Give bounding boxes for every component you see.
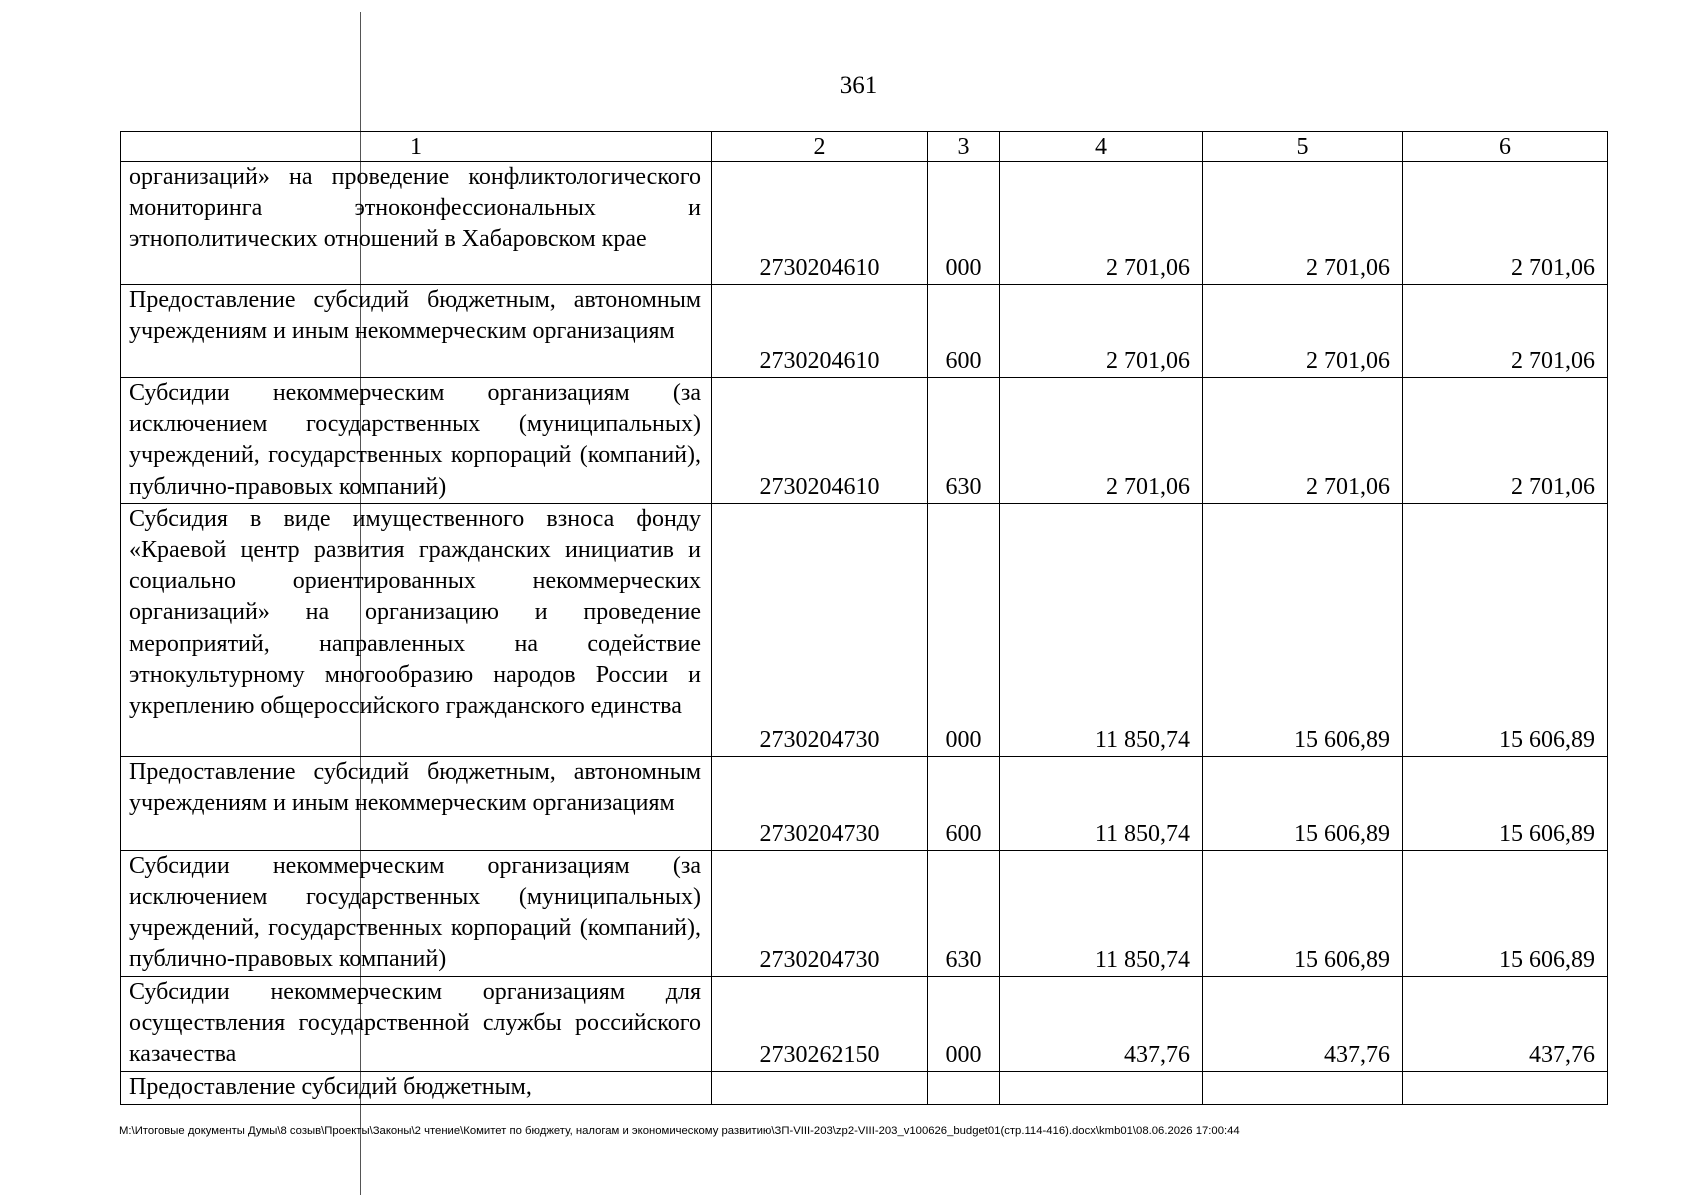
- table-row: [121, 976, 1608, 1071]
- column-header-3: 3: [928, 132, 1000, 162]
- document-path-footer: M:\Итоговые документы Думы\8 созыв\Проекты\Законы\2 чтение\Комитет по бюджету, налогам и экономическому развитию\ЗП-VIII-203\zp2-VIII-203_v100626_budget01(стр.114-416).docx\kmb01\08.06.2026 17:00:44: [119, 1125, 1240, 1137]
- row-type: 000: [928, 976, 1000, 1071]
- row-code: 2730204730: [712, 756, 928, 850]
- row-type: 600: [928, 285, 1000, 378]
- table-header-row: [121, 132, 1608, 162]
- column-header-5: 5: [1203, 132, 1403, 162]
- row-value-4: 437,76: [1000, 976, 1203, 1071]
- row-type: 000: [928, 503, 1000, 756]
- column-header-4: 4: [1000, 132, 1203, 162]
- table-row: [121, 1071, 1608, 1104]
- row-code: 2730204610: [712, 378, 928, 504]
- row-value-6: 437,76: [1403, 976, 1608, 1071]
- row-value-6: 2 701,06: [1403, 378, 1608, 504]
- row-description: Субсидии некоммерческим организациям для осуществления государственной службы российского казачества: [121, 976, 712, 1071]
- row-value-4: 2 701,06: [1000, 378, 1203, 504]
- row-type: 630: [928, 378, 1000, 504]
- row-value-4: 11 850,74: [1000, 850, 1203, 976]
- row-type: [928, 1071, 1000, 1104]
- row-value-4: 11 850,74: [1000, 756, 1203, 850]
- row-value-5: 2 701,06: [1203, 162, 1403, 285]
- row-description: Субсидия в виде имущественного взноса фонду «Краевой центр развития гражданских инициатив и социально ориентированных некоммерческих организаций» на организацию и проведение мероприятий, направленных на содействие этнокультурному многообразию народов России и укреплению общероссийского гражданского единства: [121, 503, 712, 756]
- row-value-5: 15 606,89: [1203, 756, 1403, 850]
- row-type: 630: [928, 850, 1000, 976]
- row-code: 2730204730: [712, 503, 928, 756]
- row-code: 2730204610: [712, 285, 928, 378]
- row-type: 000: [928, 162, 1000, 285]
- row-value-6: 15 606,89: [1403, 850, 1608, 976]
- page-number-text: 361: [839, 72, 878, 99]
- row-code: [712, 1071, 928, 1104]
- row-value-5: 15 606,89: [1203, 503, 1403, 756]
- budget-table: [120, 131, 1608, 1105]
- table-row: [121, 378, 1608, 504]
- table-row: [121, 756, 1608, 850]
- row-value-6: [1403, 1071, 1608, 1104]
- row-value-6: 15 606,89: [1403, 503, 1608, 756]
- table-row: [121, 285, 1608, 378]
- row-code: 2730204730: [712, 850, 928, 976]
- row-value-5: 437,76: [1203, 976, 1403, 1071]
- row-description: Предоставление субсидий бюджетным, автономным учреждениям и иным некоммерческим организациям: [121, 756, 712, 850]
- row-type: 600: [928, 756, 1000, 850]
- table-row: [121, 850, 1608, 976]
- row-value-6: 2 701,06: [1403, 162, 1608, 285]
- column-header-1: 1: [121, 132, 712, 162]
- row-code: 2730204610: [712, 162, 928, 285]
- row-description: организаций» на проведение конфликтологического мониторинга этноконфессиональных и этнополитических отношений в Хабаровском крае: [121, 162, 712, 285]
- row-description: Предоставление субсидий бюджетным,: [121, 1071, 712, 1104]
- row-value-4: 2 701,06: [1000, 162, 1203, 285]
- row-value-5: 2 701,06: [1203, 285, 1403, 378]
- row-description: Предоставление субсидий бюджетным, автономным учреждениям и иным некоммерческим организациям: [121, 285, 712, 378]
- row-value-4: [1000, 1071, 1203, 1104]
- column-header-6: 6: [1403, 132, 1608, 162]
- row-code: 2730262150: [712, 976, 928, 1071]
- row-description: Субсидии некоммерческим организациям (за исключением государственных (муниципальных) учреждений, государственных корпораций (компаний), публично-правовых компаний): [121, 378, 712, 504]
- table-row: [121, 503, 1608, 756]
- row-description: Субсидии некоммерческим организациям (за исключением государственных (муниципальных) учреждений, государственных корпораций (компаний), публично-правовых компаний): [121, 850, 712, 976]
- row-value-4: 2 701,06: [1000, 285, 1203, 378]
- row-value-5: 2 701,06: [1203, 378, 1403, 504]
- row-value-5: [1203, 1071, 1403, 1104]
- column-header-2: 2: [712, 132, 928, 162]
- page-number: [0, 72, 1697, 100]
- table-row: [121, 162, 1608, 285]
- row-value-5: 15 606,89: [1203, 850, 1403, 976]
- row-value-4: 11 850,74: [1000, 503, 1203, 756]
- row-value-6: 15 606,89: [1403, 756, 1608, 850]
- row-value-6: 2 701,06: [1403, 285, 1608, 378]
